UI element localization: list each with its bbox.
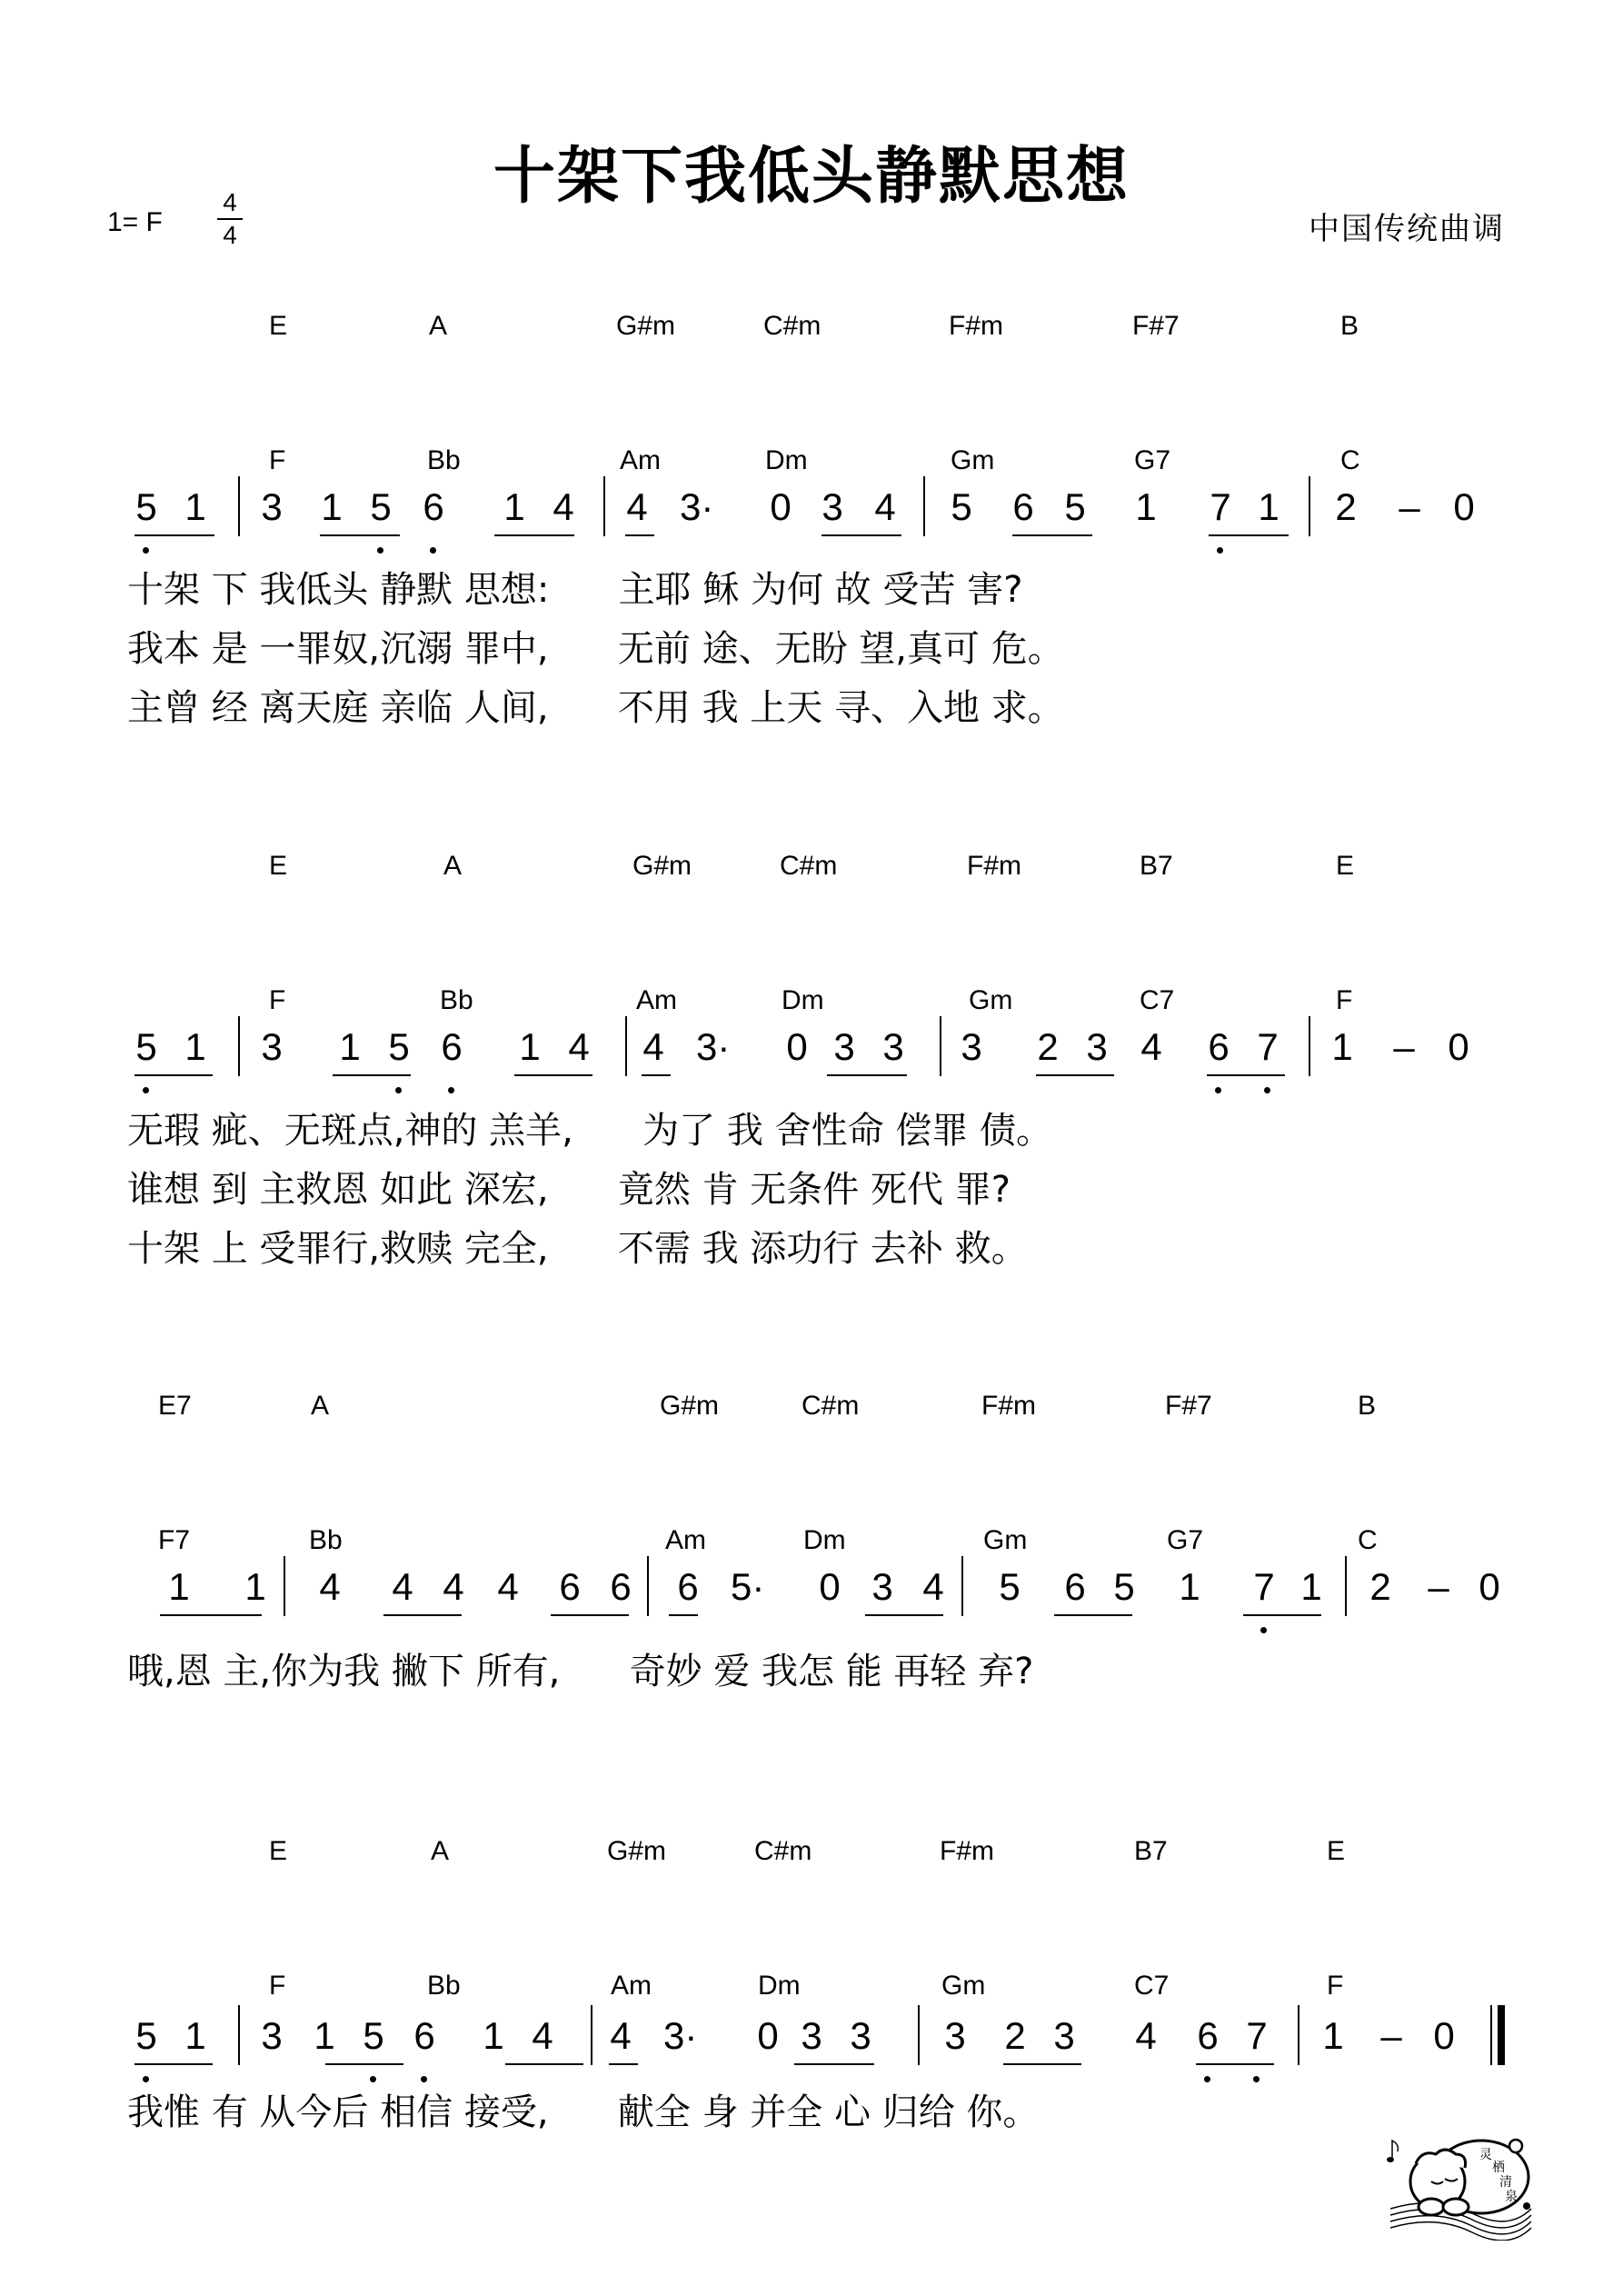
note: 0 (1448, 1025, 1469, 1068)
note: – (1393, 1025, 1415, 1068)
chord-symbol-upper: F#7 (1165, 1391, 1212, 1421)
note: 1 (503, 485, 525, 528)
note: 0 (786, 1025, 808, 1068)
note: 5 (388, 1025, 410, 1068)
chord-symbol-lower: G7 (1134, 445, 1171, 475)
note: 4 (874, 485, 896, 528)
chord-symbol-upper: A (443, 851, 463, 881)
note: 4 (642, 1025, 664, 1068)
low-octave-dot (143, 1087, 149, 1093)
note: 1 (339, 1025, 361, 1068)
chord-symbol-lower: C (1340, 445, 1360, 475)
low-octave-dot (143, 2076, 149, 2082)
note: 3· (680, 485, 714, 528)
barline (238, 1016, 240, 1076)
eighth-note-underline (1054, 1614, 1132, 1616)
note: 4 (1135, 2014, 1157, 2057)
chord-symbol-lower: Bb (427, 1971, 461, 2001)
lyric-line: 我惟 有 从今后 相信 接受, 献全 身 并全 心 归给 你。 (127, 2091, 1040, 2133)
note: 3 (1086, 1025, 1108, 1068)
eighth-note-underline (333, 1074, 411, 1076)
note: 3 (850, 2014, 871, 2057)
chord-symbol-lower: F (269, 445, 286, 475)
chord-symbol-lower: Dm (765, 445, 808, 475)
logo-char-1: 灵 (1479, 2148, 1492, 2162)
note: 2 (1335, 485, 1357, 528)
song-title: 十架下我低头静默思想 (493, 141, 1130, 213)
logo-char-3: 清 (1499, 2175, 1512, 2190)
barline (1345, 1556, 1347, 1616)
eighth-note-underline (505, 2063, 583, 2065)
note: 6 (1064, 1565, 1086, 1608)
chord-symbol-lower: C (1358, 1525, 1378, 1555)
eighth-note-underline (669, 1614, 698, 1616)
chord-symbol-upper: B7 (1140, 851, 1173, 881)
barline (1298, 2005, 1299, 2065)
chord-symbol-lower: Am (665, 1525, 706, 1555)
note: 4 (443, 1565, 464, 1608)
chord-symbol-lower: Gm (951, 445, 995, 475)
note: 0 (1433, 2014, 1455, 2057)
barline (923, 476, 925, 536)
time-sig-top: 4 (223, 188, 237, 216)
chord-symbol-lower: F (269, 985, 286, 1015)
eighth-note-underline (1209, 534, 1289, 536)
note: 6 (413, 2014, 435, 2057)
chord-symbol-upper: F#7 (1132, 311, 1180, 341)
chord-symbol-lower: F7 (158, 1525, 191, 1555)
low-octave-dot (1217, 547, 1223, 554)
chord-symbol-upper: F#m (981, 1391, 1036, 1421)
barline (238, 2005, 240, 2065)
note: 0 (819, 1565, 841, 1608)
eighth-note-underline (1012, 534, 1092, 536)
note: 7 (1257, 1025, 1279, 1068)
eighth-note-underline (325, 2063, 403, 2065)
chord-symbol-upper: E (1336, 851, 1355, 881)
barline (591, 2005, 592, 2065)
chord-symbol-upper: B (1358, 1391, 1377, 1421)
note: – (1428, 1565, 1449, 1608)
chord-symbol-upper: F#m (949, 311, 1003, 341)
low-octave-dot (370, 2076, 376, 2082)
eighth-note-underline (821, 534, 901, 536)
chord-symbol-upper: B (1340, 311, 1359, 341)
note: 1 (321, 485, 343, 528)
eighth-note-underline (160, 1614, 262, 1616)
note: 1 (1258, 485, 1279, 528)
time-sig-bottom: 4 (223, 221, 237, 249)
note: 3 (821, 485, 843, 528)
note: 1 (1331, 1025, 1353, 1068)
lyric-line: 十架 下 我低头 静默 思想: 主耶 稣 为何 故 受苦 害? (127, 569, 1023, 611)
chord-symbol-upper: C#m (754, 1836, 812, 1866)
note: 4 (497, 1565, 519, 1608)
lyric-line: 无瑕 疵、无斑点,神的 羔羊, 为了 我 舍性命 偿罪 债。 (127, 1110, 1053, 1152)
low-octave-dot (421, 2076, 427, 2082)
note: 6 (441, 1025, 463, 1068)
note: – (1380, 2014, 1402, 2057)
chord-symbol-lower: Gm (983, 1525, 1028, 1555)
chord-symbol-lower: Bb (309, 1525, 343, 1555)
chord-symbol-lower: Am (620, 445, 661, 475)
chord-symbol-lower: F (269, 1971, 286, 2001)
note: 3 (261, 485, 283, 528)
note: 1 (184, 485, 206, 528)
low-octave-dot (448, 1087, 454, 1093)
chord-symbol-lower: C7 (1140, 985, 1175, 1015)
time-sig-bar (217, 218, 243, 220)
note: 4 (532, 2014, 553, 2057)
note: 3 (261, 1025, 283, 1068)
chord-symbol-upper: E (1327, 1836, 1346, 1866)
note: 0 (770, 485, 792, 528)
barline (961, 1556, 963, 1616)
eighth-note-underline (794, 2063, 874, 2065)
low-octave-dot (1264, 1087, 1270, 1093)
note: 1 (314, 2014, 335, 2057)
note: 5 (135, 2014, 157, 2057)
lyric-line: 哦,恩 主,你为我 撇下 所有, 奇妙 爱 我怎 能 再轻 弃? (127, 1651, 1034, 1692)
chord-symbol-lower: Dm (803, 1525, 846, 1555)
eighth-note-underline (625, 534, 654, 536)
note: 2 (1037, 1025, 1059, 1068)
note: 1 (184, 2014, 206, 2057)
chord-symbol-upper: A (429, 311, 448, 341)
note: 1 (244, 1565, 266, 1608)
chord-symbol-upper: A (431, 1836, 450, 1866)
eighth-note-underline (514, 1074, 592, 1076)
chord-symbol-upper: G#m (616, 311, 676, 341)
chord-symbol-upper: G#m (632, 851, 692, 881)
eighth-note-underline (134, 2063, 213, 2065)
note: 6 (1197, 2014, 1219, 2057)
note: 1 (519, 1025, 541, 1068)
chord-symbol-upper: A (311, 1391, 330, 1421)
note: 3· (696, 1025, 731, 1068)
note: 4 (922, 1565, 944, 1608)
note: 3 (961, 1025, 982, 1068)
note: 5 (135, 1025, 157, 1068)
low-octave-dot (1260, 1627, 1267, 1633)
note: 2 (1004, 2014, 1026, 2057)
barline (625, 1016, 627, 1076)
note: 7 (1210, 485, 1231, 528)
chord-symbol-lower: Bb (427, 445, 461, 475)
lyric-line: 我本 是 一罪奴,沉溺 罪中, 无前 途、无盼 望,真可 危。 (127, 628, 1064, 670)
eighth-note-underline (494, 534, 574, 536)
barline (918, 2005, 920, 2065)
eighth-note-underline (134, 1074, 213, 1076)
note: 1 (168, 1565, 190, 1608)
note: 6 (610, 1565, 632, 1608)
note: 4 (610, 2014, 632, 2057)
note: 6 (559, 1565, 581, 1608)
note: 5 (363, 2014, 384, 2057)
note: 1 (1179, 1565, 1200, 1608)
chord-symbol-lower: Dm (782, 985, 824, 1015)
chord-symbol-upper: E (269, 1836, 288, 1866)
note: 2 (1369, 1565, 1391, 1608)
chord-symbol-lower: Gm (941, 1971, 986, 2001)
barline (238, 476, 240, 536)
note: 3 (871, 1565, 893, 1608)
note: 1 (1300, 1565, 1322, 1608)
note: 0 (1479, 1565, 1500, 1608)
lyric-line: 谁想 到 主救恩 如此 深宏, 竟然 肯 无条件 死代 罪? (127, 1169, 1011, 1211)
chord-symbol-upper: E7 (158, 1391, 192, 1421)
note: 6 (423, 485, 444, 528)
chord-symbol-upper: F#m (940, 1836, 994, 1866)
note: 4 (626, 485, 648, 528)
note: 1 (483, 2014, 504, 2057)
note: 5 (1113, 1565, 1135, 1608)
note: 7 (1246, 2014, 1268, 2057)
eighth-note-underline (865, 1614, 943, 1616)
chord-symbol-lower: F (1336, 985, 1353, 1015)
chord-symbol-lower: F (1327, 1971, 1344, 2001)
chord-symbol-upper: C#m (802, 1391, 860, 1421)
eighth-note-underline (383, 1614, 462, 1616)
low-octave-dot (1204, 2076, 1210, 2082)
barline (940, 1016, 941, 1076)
chord-symbol-lower: C7 (1134, 1971, 1170, 2001)
note: 3 (1053, 2014, 1075, 2057)
note: 1 (1135, 485, 1157, 528)
note: 6 (677, 1565, 699, 1608)
composer-credit: 中国传统曲调 (1309, 211, 1505, 247)
eighth-note-underline (1207, 1074, 1285, 1076)
chord-symbol-lower: Am (636, 985, 677, 1015)
eighth-note-underline (320, 534, 400, 536)
low-octave-dot (1253, 2076, 1260, 2082)
note: 3 (261, 2014, 283, 2057)
eighth-note-underline (609, 2063, 638, 2065)
note: 0 (1453, 485, 1475, 528)
note: 3 (882, 1025, 904, 1068)
logo-char-4: 泉 (1505, 2190, 1518, 2204)
note: 5 (999, 1565, 1021, 1608)
chord-symbol-lower: Am (611, 1971, 652, 2001)
note: 5 (951, 485, 972, 528)
note: 5 (1064, 485, 1086, 528)
chord-symbol-upper: E (269, 851, 288, 881)
chord-symbol-upper: E (269, 311, 288, 341)
eighth-note-underline (1196, 2063, 1274, 2065)
chord-symbol-upper: B7 (1134, 1836, 1168, 1866)
chord-symbol-upper: C#m (763, 311, 821, 341)
note: 3 (833, 1025, 855, 1068)
eighth-note-underline (1003, 2063, 1081, 2065)
note: 4 (568, 1025, 590, 1068)
note: 5 (370, 485, 392, 528)
note: 4 (319, 1565, 341, 1608)
eighth-note-underline (642, 1074, 671, 1076)
note: 6 (1208, 1025, 1230, 1068)
eighth-note-underline (134, 534, 214, 536)
note: 5· (731, 1565, 765, 1608)
note: 6 (1012, 485, 1034, 528)
barline (1309, 1016, 1310, 1076)
barline (647, 1556, 649, 1616)
chord-symbol-upper: G#m (660, 1391, 720, 1421)
note: 0 (757, 2014, 779, 2057)
low-octave-dot (143, 547, 149, 554)
eighth-note-underline (827, 1074, 907, 1076)
note: 4 (553, 485, 574, 528)
low-octave-dot (430, 547, 436, 554)
chord-symbol-upper: G#m (607, 1836, 667, 1866)
barline (603, 476, 605, 536)
low-octave-dot (377, 547, 383, 554)
chord-symbol-lower: Dm (758, 1971, 801, 2001)
note: – (1399, 485, 1420, 528)
note: 4 (392, 1565, 413, 1608)
logo-char-2: 栖 (1492, 2161, 1505, 2175)
final-barline-thin (1490, 2005, 1492, 2065)
eighth-note-underline (1036, 1074, 1114, 1076)
chord-symbol-lower: G7 (1167, 1525, 1204, 1555)
chord-symbol-upper: C#m (780, 851, 838, 881)
note: 1 (1322, 2014, 1344, 2057)
chord-symbol-lower: Gm (969, 985, 1013, 1015)
key-signature: 1= F (107, 207, 163, 237)
chord-symbol-lower: Bb (440, 985, 473, 1015)
chord-symbol-upper: F#m (967, 851, 1021, 881)
eighth-note-underline (1243, 1614, 1321, 1616)
note: 7 (1253, 1565, 1275, 1608)
note: 4 (1140, 1025, 1162, 1068)
note: 3 (801, 2014, 822, 2057)
note: 1 (184, 1025, 206, 1068)
note: 3 (944, 2014, 966, 2057)
eighth-note-underline (551, 1614, 629, 1616)
note: 5 (135, 485, 157, 528)
barline (284, 1556, 285, 1616)
low-octave-dot (395, 1087, 402, 1093)
sleeping-sheep-logo-icon (1381, 2131, 1536, 2241)
low-octave-dot (1215, 1087, 1221, 1093)
lyric-line: 主曾 经 离天庭 亲临 人间, 不用 我 上天 寻、入地 求。 (127, 687, 1064, 729)
final-barline-thick (1498, 2005, 1505, 2065)
note: 3· (663, 2014, 698, 2057)
time-signature (216, 189, 244, 249)
lyric-line: 十架 上 受罪行,救赎 完全, 不需 我 添功行 去补 救。 (127, 1228, 1028, 1270)
barline (1309, 476, 1310, 536)
